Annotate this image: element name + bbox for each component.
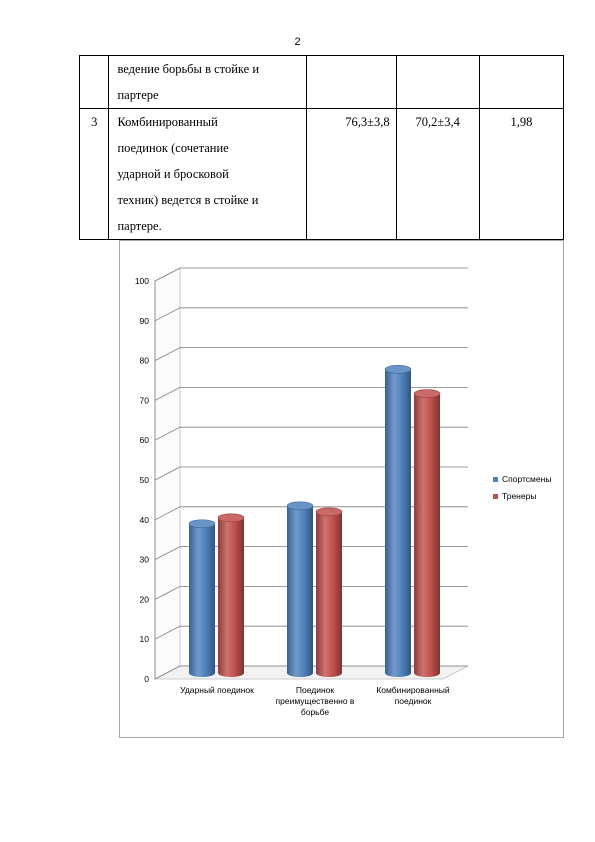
chart-frame — [119, 240, 564, 738]
description-cell — [109, 109, 307, 240]
gridline — [155, 308, 468, 321]
gridline — [155, 268, 468, 281]
y-tick-label: 100 — [134, 276, 149, 286]
y-tick-label: 0 — [144, 674, 149, 684]
coaches-value-cell: 70,2±3,4 — [396, 109, 479, 240]
y-tick-label: 20 — [139, 594, 149, 605]
table-row — [80, 56, 564, 109]
y-tick-label: 90 — [139, 315, 149, 326]
bar-top — [414, 390, 440, 398]
description-line: партере — [117, 88, 159, 102]
legend-label: Тренеры — [502, 491, 537, 501]
description-line: ведение борьбы в стойке и — [117, 62, 260, 76]
bar — [189, 524, 215, 677]
page-number: 2 — [294, 36, 301, 48]
significance-cell — [479, 56, 563, 109]
coaches-value-cell — [396, 56, 479, 109]
significance-cell: 1,98 — [479, 109, 563, 240]
athletes-value-cell: 76,3±3,8 — [307, 109, 396, 240]
legend-swatch — [493, 477, 498, 482]
table-row — [80, 109, 564, 240]
y-tick-label: 50 — [139, 475, 149, 485]
y-tick-label: 60 — [139, 435, 149, 446]
description-line: партере. — [117, 219, 162, 233]
description-line: поединок (сочетание — [117, 141, 229, 155]
y-tick-label: 30 — [139, 554, 149, 565]
bar — [316, 512, 342, 677]
description-cell — [109, 56, 307, 109]
athletes-value-cell — [307, 56, 396, 109]
bar — [218, 518, 244, 677]
x-category-label: преимущественно в — [275, 696, 355, 706]
x-category-label: Ударный поединок — [180, 685, 254, 695]
row-number-cell: 3 — [80, 109, 109, 240]
bar — [287, 506, 313, 677]
bar-top — [385, 365, 411, 373]
row-number-cell — [80, 56, 109, 109]
y-tick-label: 10 — [139, 634, 149, 645]
y-tick-label: 70 — [139, 395, 149, 406]
description-line: техник) ведется в стойке и — [117, 193, 259, 207]
x-category-label: Поединок — [295, 685, 335, 695]
y-tick-label: 80 — [139, 355, 149, 366]
results-table — [79, 55, 564, 240]
bar-top — [316, 508, 342, 516]
gridline — [155, 348, 468, 361]
bar-top — [287, 502, 313, 510]
legend-label: Спортсмены — [502, 474, 552, 484]
bar — [414, 394, 440, 677]
description-line: ударной и бросковой — [117, 167, 229, 181]
x-category-label: Комбинированный — [376, 685, 450, 695]
bar-top — [218, 514, 244, 522]
legend-swatch — [493, 494, 498, 499]
bar — [385, 369, 411, 677]
x-category-label: поединок — [394, 696, 432, 706]
x-category-label: борьбе — [300, 707, 330, 717]
description-line: Комбинированный — [117, 115, 218, 129]
bar-top — [189, 520, 215, 528]
y-tick-label: 40 — [139, 514, 149, 525]
bar-chart — [120, 241, 563, 737]
